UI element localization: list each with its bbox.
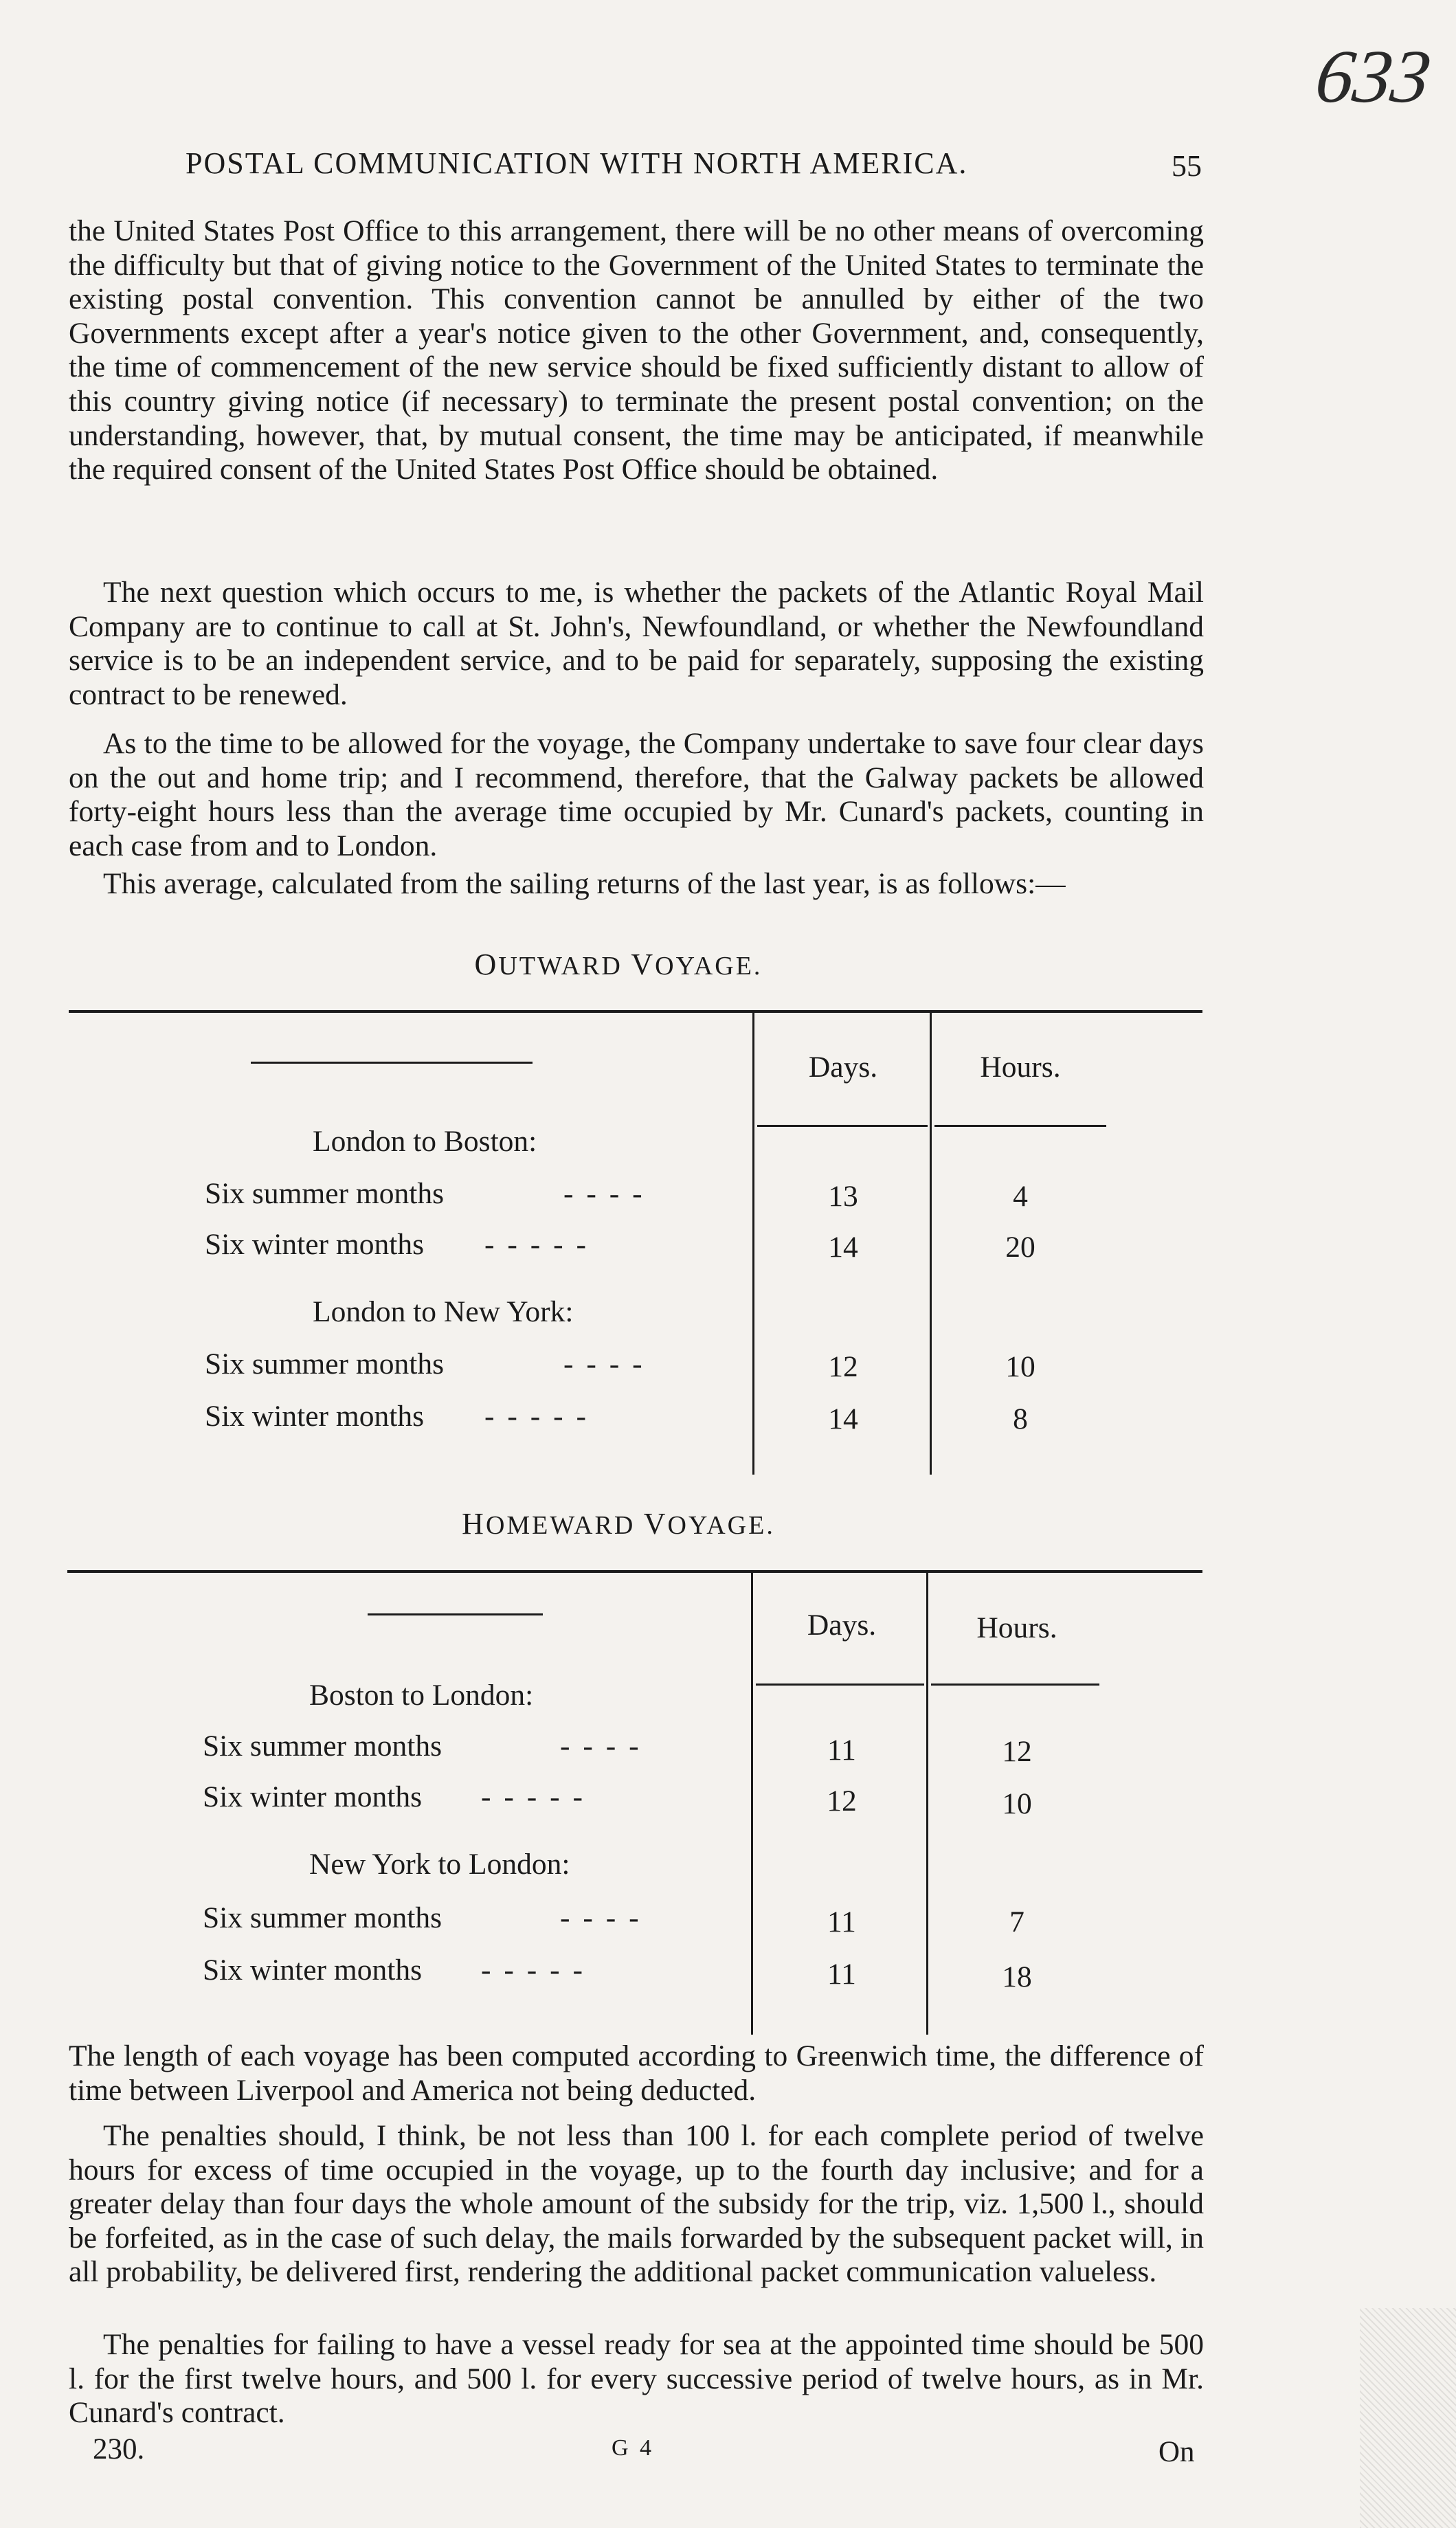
outward-row-2-hours: 20 bbox=[1005, 1231, 1035, 1264]
homeward-row-1-hours: 12 bbox=[1002, 1735, 1032, 1768]
outward-row-1-leader: - - - - bbox=[563, 1177, 645, 1210]
outward-top-rule bbox=[69, 1010, 1202, 1013]
outward-row-1-hours: 4 bbox=[1013, 1180, 1028, 1213]
homeward-row-2-label: Six winter months bbox=[203, 1780, 423, 1813]
outward-row-3-leader: - - - - bbox=[563, 1347, 645, 1380]
outward-stub-rule bbox=[251, 1062, 533, 1064]
paragraph-5: The length of each voyage has been computed according to Greenwich time, the difference of time between Liverpool and America not being deducted. bbox=[69, 2039, 1204, 2107]
outward-row-2-label: Six winter months bbox=[205, 1228, 425, 1261]
homeward-top-rule bbox=[67, 1570, 1202, 1573]
outward-row-4-days: 14 bbox=[828, 1402, 858, 1435]
outward-hours-underline bbox=[934, 1125, 1106, 1127]
homeward-row-1-label: Six summer months bbox=[203, 1730, 443, 1763]
homeward-row-2-days: 12 bbox=[827, 1785, 857, 1817]
paragraph-6: The penalties should, I think, be not less than 100 l. for each complete period of twelve hours for excess of time occupied in the voyage, up to the fourth day inclusive; and for a greater delay than four days the whole amount of the subsidy for the trip, viz. 1,500 l., should be forfeited, as in the case of such delay, the mails forwarded by the subsequent packet will, in all probability, be delivered first, rendering the additional packet communication valueless. bbox=[69, 2119, 1204, 2289]
outward-title-rest1: UTWARD bbox=[498, 952, 623, 981]
outward-col-hours: Hours. bbox=[980, 1051, 1061, 1084]
outward-row-4-leader: - - - - - bbox=[484, 1400, 589, 1433]
outward-col-days: Days. bbox=[808, 1051, 878, 1084]
homeward-row-1-leader: - - - - bbox=[560, 1730, 642, 1763]
outward-days-underline bbox=[757, 1125, 928, 1127]
outward-table-title bbox=[0, 947, 1237, 982]
outward-row-2-days: 14 bbox=[828, 1231, 858, 1264]
outward-title-cap1: O bbox=[474, 948, 499, 981]
homeward-hours-underline bbox=[931, 1684, 1099, 1686]
homeward-table-title bbox=[0, 1506, 1237, 1541]
homeward-row-3-label: Six summer months bbox=[203, 1901, 443, 1934]
homeward-row-3-hours: 7 bbox=[1009, 1905, 1024, 1938]
homeward-stub-rule bbox=[368, 1613, 543, 1615]
homeward-title-rest1: OMEWARD bbox=[485, 1511, 636, 1540]
paragraph-2: The next question which occurs to me, is whether the packets of the Atlantic Royal Mail Company are to continue to call at St. John's, Newfoundland, or whether the Newfoundland service is to be an independent service, and to be paid for separately, supposing the existing contract to be renewed. bbox=[69, 576, 1204, 711]
running-head: POSTAL COMMUNICATION WITH NORTH AMERICA. bbox=[186, 146, 968, 180]
homeward-row-4-leader: - - - - - bbox=[481, 1954, 585, 1987]
homeward-days-underline bbox=[756, 1684, 924, 1686]
homeward-title-cap2: V bbox=[643, 1507, 668, 1541]
outward-row-4-hours: 8 bbox=[1013, 1402, 1028, 1435]
outward-title-cap2: V bbox=[631, 948, 656, 981]
paragraph-3: As to the time to be allowed for the voyage, the Company undertake to save four clear days on the out and home trip; and I recommend, therefore, that the Galway packets be allowed forty-eight hours less than the average time occupied by Mr. Cunard's packets, counting in each case from and to London. bbox=[69, 727, 1204, 862]
homeward-row-3-leader: - - - - bbox=[560, 1901, 642, 1934]
homeward-col-hours: Hours. bbox=[976, 1611, 1057, 1644]
homeward-row-4-label: Six winter months bbox=[203, 1954, 423, 1987]
outward-row-2-leader: - - - - - bbox=[484, 1228, 589, 1261]
outward-row-1-days: 13 bbox=[828, 1180, 858, 1213]
homeward-row-4-days: 11 bbox=[827, 1958, 856, 1991]
catchword: On bbox=[1158, 2436, 1195, 2468]
outward-group-2-label: London to New York: bbox=[313, 1295, 574, 1328]
homeward-row-2-hours: 10 bbox=[1002, 1787, 1032, 1820]
outward-row-3-hours: 10 bbox=[1005, 1350, 1035, 1383]
outward-row-3-days: 12 bbox=[828, 1350, 858, 1383]
homeward-row-4-hours: 18 bbox=[1002, 1960, 1032, 1993]
homeward-group-2-label: New York to London: bbox=[309, 1848, 570, 1881]
homeward-row-3-days: 11 bbox=[827, 1905, 856, 1938]
paragraph-7: The penalties for failing to have a vessel ready for sea at the appointed time should be 500 l. for the first twelve hours, and 500 l. for every successive period of twelve hours, as in Mr. Cunard's contract. bbox=[69, 2328, 1204, 2430]
scan-noise bbox=[1360, 2308, 1456, 2528]
outward-title-rest2: OYAGE. bbox=[655, 952, 763, 981]
gathering-mark: G 4 bbox=[612, 2435, 655, 2461]
homeward-row-1-days: 11 bbox=[827, 1734, 856, 1767]
paragraph-4: This average, calculated from the sailing returns of the last year, is as follows:— bbox=[103, 867, 1066, 900]
outward-row-1-label: Six summer months bbox=[205, 1177, 445, 1210]
paragraph-1: the United States Post Office to this arrangement, there will be no other means of overcoming the difficulty but that of giving notice to the Government of the United States to terminate the existing postal convention. This convention cannot be annulled by either of the two Governments except after a year's notice given to the other Government, and, consequently, the time of commencement of the new service should be fixed sufficiently distant to allow of this country giving notice (if necessary) to terminate the present postal convention; on the understanding, however, that, by mutual consent, the time may be anticipated, if meanwhile the required consent of the United States Post Office should be obtained. bbox=[69, 214, 1204, 486]
outward-row-3-label: Six summer months bbox=[205, 1347, 445, 1380]
homeward-title-cap1: H bbox=[462, 1507, 486, 1541]
homeward-group-1-label: Boston to London: bbox=[309, 1679, 534, 1712]
handwritten-folio: 633 bbox=[1310, 34, 1436, 118]
homeward-row-2-leader: - - - - - bbox=[481, 1780, 585, 1813]
homeward-title-rest2: OYAGE. bbox=[667, 1511, 775, 1540]
outward-group-1-label: London to Boston: bbox=[313, 1125, 537, 1158]
homeward-col-days: Days. bbox=[807, 1609, 877, 1642]
signature-mark: 230. bbox=[93, 2433, 145, 2465]
page-number: 55 bbox=[1172, 149, 1202, 183]
outward-row-4-label: Six winter months bbox=[205, 1400, 425, 1433]
